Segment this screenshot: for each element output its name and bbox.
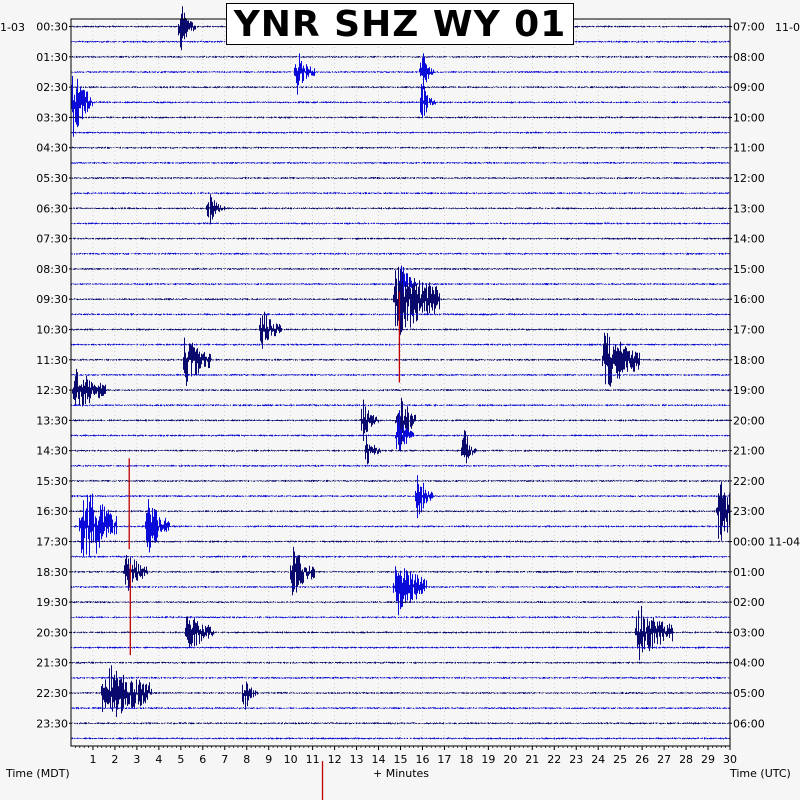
seismic-trace (72, 540, 730, 542)
left-time-label: 00:30 (36, 20, 68, 34)
x-tick-label: 9 (265, 753, 273, 766)
x-tick-label: 7 (221, 753, 229, 766)
right-time-label: 08:00 (733, 50, 765, 64)
right-time-label: 09:00 (733, 81, 765, 95)
seismic-trace (72, 116, 730, 118)
seismic-trace (72, 480, 730, 482)
x-tick-label: 27 (657, 753, 672, 766)
seismic-trace (72, 404, 730, 406)
x-tick-label: 20 (503, 753, 518, 766)
seismic-trace (72, 722, 730, 724)
right-time-label: 15:00 (733, 262, 765, 276)
left-time-label: 02:30 (36, 81, 68, 95)
seismic-trace (72, 267, 730, 335)
right-time-label: 16:00 (733, 293, 765, 307)
x-tick-label: 3 (133, 753, 141, 766)
x-tick-label: 2 (111, 753, 119, 766)
right-time-label: 19:00 (733, 384, 765, 398)
seismic-trace (72, 465, 730, 467)
right-time-label: 00:00 11-04 (733, 535, 800, 549)
left-time-label: 20:30 (36, 626, 68, 640)
right-time-label: 06:00 (733, 717, 765, 731)
right-time-label: 05:00 (733, 686, 765, 700)
left-time-label: 19:30 (36, 596, 68, 610)
left-time-label: 06:30 (36, 202, 68, 216)
left-time-label: 18:30 (36, 565, 68, 579)
right-time-label: 02:00 (733, 596, 765, 610)
x-tick-label: 21 (525, 753, 540, 766)
right-time-label: 21:00 (733, 444, 765, 458)
right-time-label: 10:00 (733, 111, 765, 125)
seismic-trace (72, 566, 730, 615)
x-tick-label: 29 (701, 753, 716, 766)
x-tick-label: 13 (349, 753, 364, 766)
left-time-label: 11:30 (36, 353, 68, 367)
right-time-label: 03:00 (733, 626, 765, 640)
x-tick-label: 14 (371, 753, 386, 766)
x-tick-label: 11 (305, 753, 320, 766)
seismic-trace (72, 662, 730, 664)
left-time-label: 17:30 (36, 535, 68, 549)
seismic-trace (72, 616, 730, 618)
x-tick-label: 25 (613, 753, 628, 766)
right-time-label: 23:00 (733, 505, 765, 519)
seismic-trace (72, 147, 730, 149)
left-time-label: 22:30 (36, 686, 68, 700)
left-time-label: 04:30 (36, 141, 68, 155)
right-time-label: 01:00 (733, 565, 765, 579)
left-time-label: 15:30 (36, 474, 68, 488)
right-time-label: 11:00 (733, 141, 765, 155)
x-tick-label: 17 (437, 753, 452, 766)
left-time-label: 14:30 (36, 444, 68, 458)
left-time-label: 05:30 (36, 172, 68, 186)
seismic-trace (72, 677, 730, 679)
seismic-trace (72, 333, 730, 387)
x-tick-label: 16 (415, 753, 430, 766)
x-tick-label: 12 (327, 753, 342, 766)
plot-frame (71, 19, 730, 746)
x-tick-label: 30 (723, 753, 737, 766)
seismic-trace (72, 177, 730, 179)
left-time-label: 01:30 (36, 50, 68, 64)
seismic-trace (72, 56, 730, 58)
left-date-label: 1-03 (0, 21, 25, 34)
right-date-label: 11-0 (775, 21, 800, 34)
left-time-label: 16:30 (36, 505, 68, 519)
right-axis-label: Time (UTC) (730, 767, 791, 780)
x-tick-label: 28 (679, 753, 694, 766)
right-time-label: 14:00 (733, 232, 765, 246)
left-time-label: 23:30 (36, 717, 68, 731)
right-time-label: 18:00 (733, 353, 765, 367)
x-tick-label: 22 (547, 753, 562, 766)
left-time-label: 07:30 (36, 232, 68, 246)
left-time-label: 03:30 (36, 111, 68, 125)
x-tick-label: 1 (89, 753, 97, 766)
right-time-label: 07:00 (733, 20, 765, 34)
x-tick-label: 18 (459, 753, 474, 766)
x-tick-label: 24 (591, 753, 606, 766)
x-tick-label: 4 (155, 753, 163, 766)
right-time-label: 12:00 (733, 172, 765, 186)
x-tick-label: 23 (569, 753, 584, 766)
seismic-trace (72, 253, 730, 255)
left-axis-label: Time (MDT) (6, 767, 70, 780)
left-time-label: 10:30 (36, 323, 68, 337)
right-time-label: 20:00 (733, 414, 765, 428)
seismic-trace (72, 222, 730, 224)
right-time-label: 17:00 (733, 323, 765, 337)
seismic-trace (72, 606, 730, 660)
left-time-label: 13:30 (36, 414, 68, 428)
x-tick-label: 15 (393, 753, 408, 766)
right-time-label: 04:00 (733, 656, 765, 670)
x-tick-label: 26 (635, 753, 650, 766)
left-time-label: 12:30 (36, 384, 68, 398)
x-tick-label: 19 (481, 753, 496, 766)
x-tick-label: 5 (177, 753, 185, 766)
left-time-label: 08:30 (36, 262, 68, 276)
right-time-label: 13:00 (733, 202, 765, 216)
seismic-trace (72, 192, 730, 194)
chart-title: YNR SHZ WY 01 (226, 3, 574, 45)
x-tick-label: 10 (283, 753, 298, 766)
left-time-label: 21:30 (36, 656, 68, 670)
seismic-trace (72, 647, 730, 649)
right-time-label: 22:00 (733, 474, 765, 488)
x-tick-label: 8 (243, 753, 251, 766)
x-tick-label: 6 (199, 753, 207, 766)
left-time-label: 09:30 (36, 293, 68, 307)
x-axis-label: + Minutes (373, 767, 430, 780)
